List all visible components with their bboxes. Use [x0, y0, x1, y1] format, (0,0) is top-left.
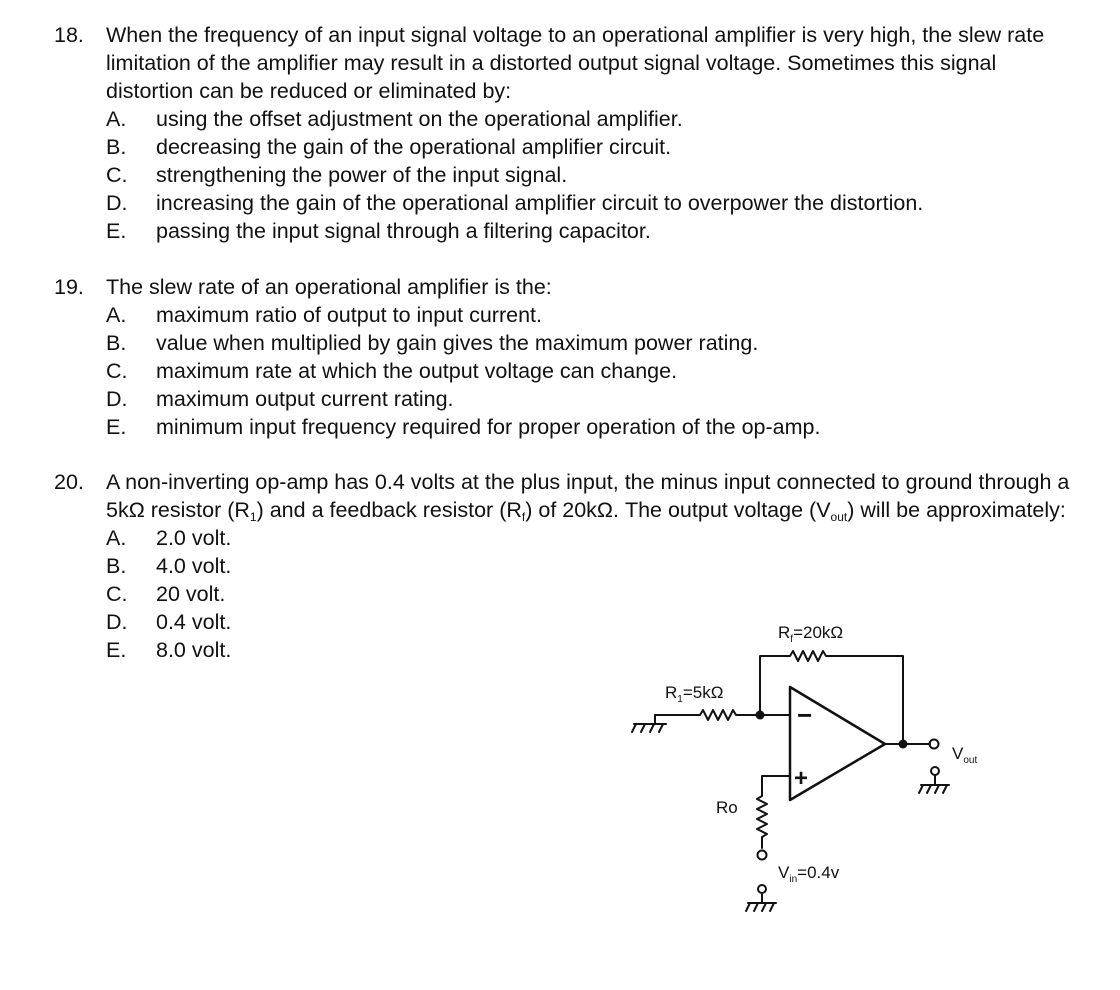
- question-text: When the frequency of an input signal voltage to an operational amplifier is very high, the slew rate limitation of the amplifier may result in a distorted output signal voltage. Sometimes this signal distortion can be reduced or eliminated by:: [106, 23, 1045, 103]
- option-text: 8.0 volt.: [156, 638, 232, 662]
- option-text: 20 volt.: [156, 582, 226, 606]
- option-letter: E.: [106, 219, 127, 243]
- junction-dot-output: [899, 740, 908, 749]
- rf-label-rest: =20kΩ: [793, 623, 844, 642]
- option-letter: D.: [106, 387, 128, 411]
- r1-label-sub: 1: [677, 694, 683, 705]
- option-text: decreasing the gain of the operational amplifier circuit.: [156, 135, 672, 159]
- option-text: 4.0 volt.: [156, 554, 232, 578]
- option-text: using the offset adjustment on the operational amplifier.: [156, 107, 683, 131]
- question-number: 20.: [54, 470, 84, 494]
- ro-resistor: [757, 786, 767, 848]
- vin-label-sub: in: [789, 874, 798, 885]
- vout-label: [952, 744, 977, 766]
- r1-resistor: [655, 710, 790, 720]
- vin-label-main: V: [778, 863, 790, 882]
- ground-symbol-vin: [746, 885, 776, 911]
- question-number: 18.: [54, 23, 84, 47]
- option-letter: A.: [106, 526, 127, 550]
- option-letter: E.: [106, 415, 127, 439]
- junction-dot-minus: [756, 711, 765, 720]
- option-text: 2.0 volt.: [156, 526, 232, 550]
- subscript: out: [830, 510, 848, 524]
- vout-label-main: V: [952, 744, 964, 763]
- stem-part: ) will be approximately:: [847, 498, 1066, 522]
- subscript: f: [521, 510, 526, 524]
- stem-part: ) of 20kΩ. The output voltage (V: [525, 498, 831, 522]
- rf-label-sub: f: [790, 634, 794, 645]
- option-text: increasing the gain of the operational amplifier circuit to overpower the distortion.: [156, 191, 924, 215]
- feedback-resistor: [760, 651, 903, 744]
- option-text: passing the input signal through a filtering capacitor.: [156, 219, 651, 243]
- r1-label-main: R: [665, 683, 678, 702]
- plus-input-wire: [762, 776, 790, 786]
- vout-label-sub: out: [963, 755, 978, 766]
- vin-label-rest: =0.4v: [797, 863, 840, 882]
- ro-label: Ro: [716, 798, 738, 817]
- subscript: 1: [249, 510, 257, 524]
- option-letter: A.: [106, 107, 127, 131]
- question-text: The slew rate of an operational amplifier is the:: [106, 275, 552, 299]
- vin-terminal: [758, 851, 767, 860]
- option-letter: C.: [106, 163, 128, 187]
- rf-label: [778, 623, 843, 645]
- stem-part: ) and a feedback resistor (R: [256, 498, 522, 522]
- option-letter: C.: [106, 582, 128, 606]
- option-text: minimum input frequency required for proper operation of the op-amp.: [156, 415, 821, 439]
- option-letter: C.: [106, 359, 128, 383]
- rf-label-main: R: [778, 623, 791, 642]
- option-text: maximum output current rating.: [156, 387, 454, 411]
- stem-part: A non-inverting op-amp has 0.4 volts at the plus input, the minus input connected to ground through a 5kΩ resistor (R: [106, 470, 1070, 522]
- option-text: maximum ratio of output to input current.: [156, 303, 542, 327]
- option-letter: E.: [106, 638, 127, 662]
- r1-label: [665, 683, 723, 705]
- option-letter: D.: [106, 191, 128, 215]
- ground-symbol-vout: [919, 767, 949, 793]
- option-letter: B.: [106, 331, 127, 355]
- question-number: 19.: [54, 275, 84, 299]
- ground-symbol-left: [632, 715, 666, 732]
- minus-sign: −: [797, 700, 813, 730]
- option-letter: B.: [106, 554, 127, 578]
- r1-label-rest: =5kΩ: [682, 683, 724, 702]
- option-text: strengthening the power of the input signal.: [156, 163, 568, 187]
- option-text: maximum rate at which the output voltage can change.: [156, 359, 678, 383]
- option-letter: B.: [106, 135, 127, 159]
- option-letter: A.: [106, 303, 127, 327]
- vin-label: [778, 863, 840, 885]
- option-text: 0.4 volt.: [156, 610, 232, 634]
- plus-sign: +: [794, 765, 809, 792]
- option-letter: D.: [106, 610, 128, 634]
- option-text: value when multiplied by gain gives the maximum power rating.: [156, 331, 759, 355]
